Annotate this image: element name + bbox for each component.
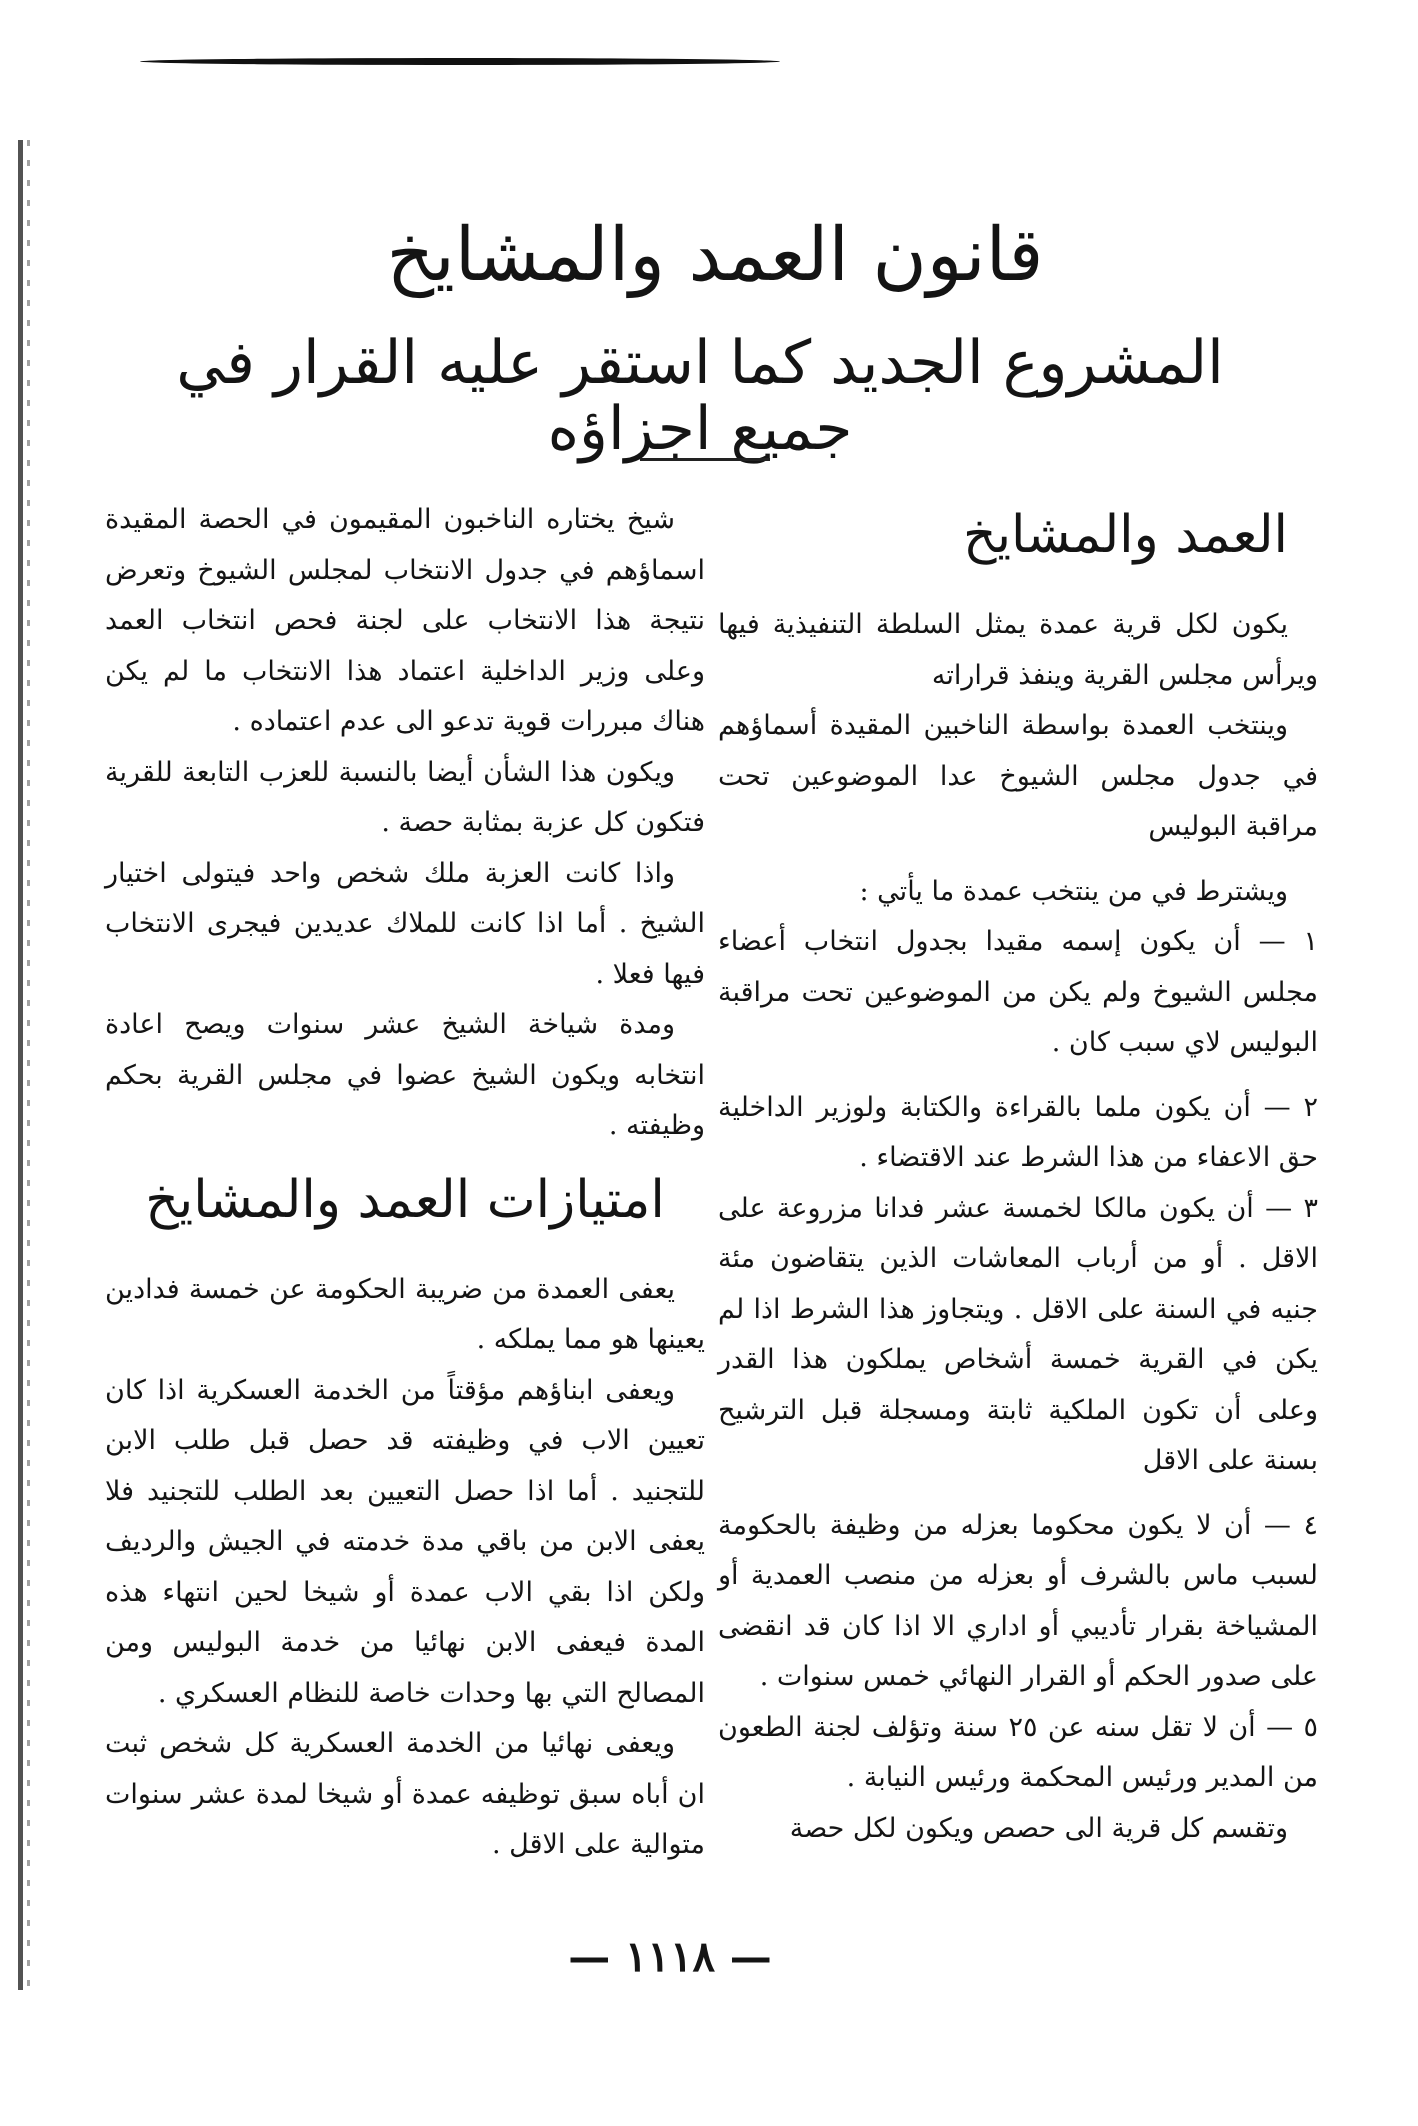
condition-item-4: ٤ — أن لا يكون محكوما بعزله من وظيفة بالحكومة لسبب ماس بالشرف أو بعزله من منصب العمدية أو المشياخة بقرار تأديبي أو اداري الا اذا كان قد انقضى على صدور الحكم أو القرار النهائي خمس سنوات . [718,1509,1318,1692]
paragraph: ومدة شياخة الشيخ عشر سنوات ويصح اعادة انتخابه ويكون الشيخ عضوا في مجلس القرية بحكم وظيفته . [105,1009,705,1141]
paragraph: ويشترط في من ينتخب عمدة ما يأتي : [859,875,1288,907]
condition-item-1: ١ — أن يكون إسمه مقيدا بجدول انتخاب أعضاء مجلس الشيوخ ولم يكن من الموضوعين تحت مراقبة البوليس لاي سبب كان . [718,926,1318,1058]
section-heading-privileges: امتيازات العمد والمشايخ [145,1169,665,1230]
paragraph: وينتخب العمدة بواسطة الناخبين المقيدة أسماؤهم في جدول مجلس الشيوخ عدا الموضوعين تحت مراقبة البوليس [718,710,1318,842]
page-title: قانون العمد والمشايخ [386,212,1044,298]
paragraph: يعفى العمدة من ضريبة الحكومة عن خمسة فدادين يعينها هو مما يملكه . [105,1273,705,1355]
condition-item-3: ٣ — أن يكون مالكا لخمسة عشر فدانا مزروعة على الاقل . أو من أرباب المعاشات الذين يتقاضون مئة جنيه في السنة على الاقل . ويتجاوز هذا الشرط اذا لم يكن في القرية خمسة أشخاص يملكون هذا القدر وعلى أن تكون الملكية ثابتة ومسجلة قبل الترشيح بسنة على الاقل [718,1192,1318,1476]
left-column [105,495,705,1871]
page-number: — ١١١٨ — [568,1932,772,1981]
paragraph: واذا كانت العزبة ملك شخص واحد فيتولى اختيار الشيخ . أما اذا كانت للملاك عديدين فيجرى الانتخاب فيها فعلا . [105,857,705,990]
paragraph-gap [718,1487,1318,1501]
paragraph-gap [718,1069,1318,1083]
right-column [718,495,1318,1854]
condition-item-2: ٢ — أن يكون ملما بالقراءة والكتابة ولوزير الداخلية حق الاعفاء من هذا الشرط عند الاقتضاء . [718,1091,1318,1173]
paragraph: ويكون هذا الشأن أيضا بالنسبة للعزب التابعة للقرية فتكون كل عزبة بمثابة حصة . [105,756,705,838]
page-subtitle: المشروع الجديد كما استقر عليه القرار في جميع اجزاؤه [176,328,1224,464]
paragraph: يكون لكل قرية عمدة يمثل السلطة التنفيذية فيها ويرأس مجلس القرية وينفذ قراراته [718,609,1318,691]
title-divider [640,458,770,461]
top-decorative-rule [140,58,780,65]
paragraph-gap [718,853,1318,867]
condition-item-5: ٥ — أن لا تقل سنه عن ٢٥ سنة وتؤلف لجنة الطعون من المدير ورئيس المحكمة ورئيس النيابة . [718,1711,1318,1793]
paragraph: وتقسم كل قرية الى حصص ويكون لكل حصة [789,1812,1288,1844]
paragraph: ويعفى ابناؤهم مؤقتاً من الخدمة العسكرية اذا كان تعيين الاب في وظيفته قد حصل قبل طلب الابن للتجنيد . أما اذا حصل التعيين بعد الطلب للتجنيد فلا يعفى الابن من باقي مدة خدمته في الجيش والرديف ولكن اذا بقي الاب عمدة أو شيخا لحين انتهاء هذه المدة فيعفى الابن نهائيا من خدمة البوليس ومن المصالح التي بها وحدات خاصة للنظام العسكري . [105,1374,705,1709]
paragraph: ويعفى نهائيا من الخدمة العسكرية كل شخص ثبت ان أباه سبق توظيفه عمدة أو شيخا لمدة عشر سنوات متوالية على الاقل . [105,1728,705,1860]
scan-binding-edge [18,140,33,1990]
section-heading-omad: العمد والمشايخ [963,505,1288,565]
paragraph: شيخ يختاره الناخبون المقيمون في الحصة المقيدة اسماؤهم في جدول الانتخاب لمجلس الشيوخ وتعرض نتيجة هذا الانتخاب على لجنة فحص انتخاب العمد وعلى وزير الداخلية اعتماد هذا الانتخاب ما لم يكن هناك مبررات قوية تدعو الى عدم اعتماده . [105,504,705,737]
